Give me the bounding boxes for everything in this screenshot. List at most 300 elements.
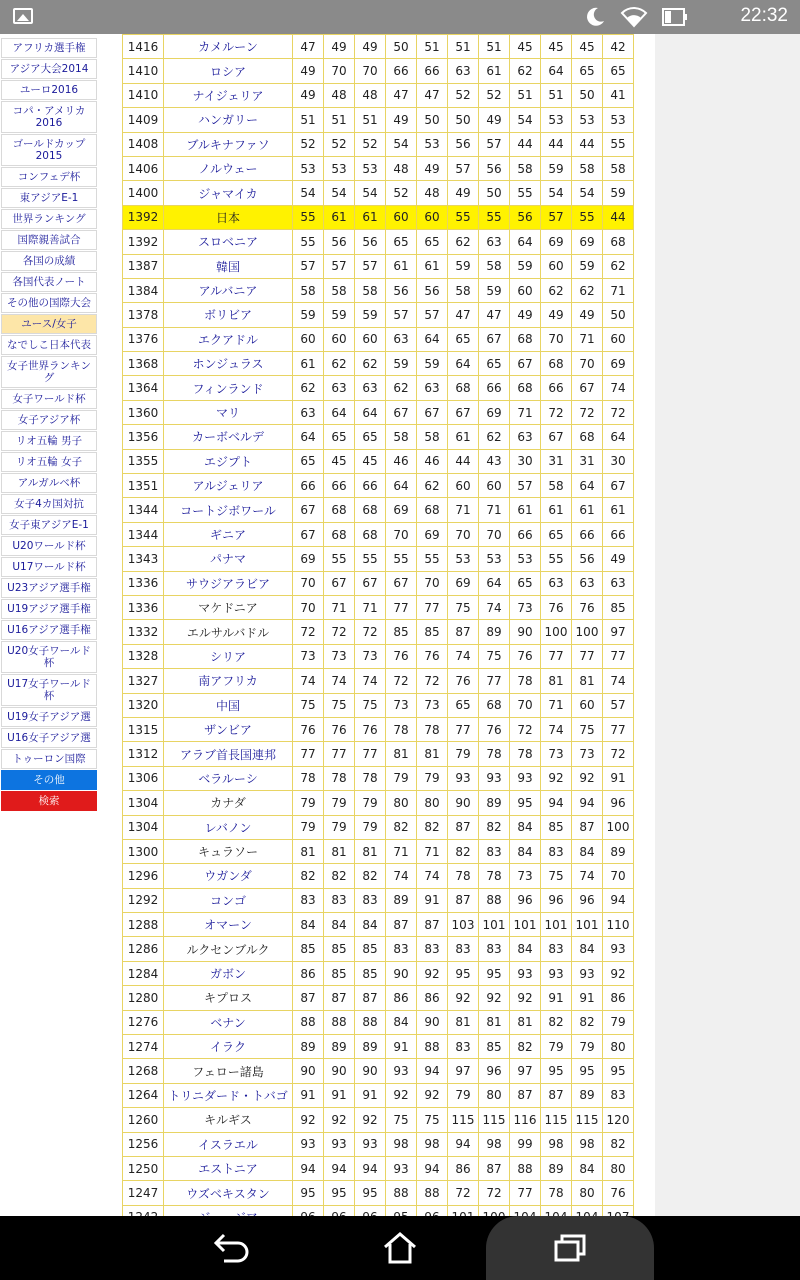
rank-cell: 79 — [324, 815, 355, 839]
sidebar-item[interactable]: ゴールドカップ2015 — [1, 134, 97, 166]
table-row — [123, 352, 634, 376]
rank-cell: 68 — [448, 376, 479, 400]
points-cell: 1355 — [123, 449, 164, 473]
sidebar-item[interactable]: トゥーロン国際 — [1, 749, 97, 769]
sidebar-item[interactable]: 各国の成績 — [1, 251, 97, 271]
country-cell[interactable]: ベラルーシ — [164, 766, 293, 790]
rank-cell: 62 — [448, 230, 479, 254]
table-row — [123, 1010, 634, 1034]
table-row — [123, 1035, 634, 1059]
rank-cell: 59 — [324, 303, 355, 327]
rank-cell: 88 — [355, 1010, 386, 1034]
sidebar-item[interactable]: U23アジア選手権 — [1, 578, 97, 598]
rank-cell: 68 — [510, 376, 541, 400]
rank-cell: 96 — [510, 888, 541, 912]
rank-cell: 62 — [572, 278, 603, 302]
rank-cell: 77 — [448, 717, 479, 741]
rank-cell: 59 — [417, 352, 448, 376]
points-cell: 1351 — [123, 474, 164, 498]
rank-cell: 66 — [355, 474, 386, 498]
page-content[interactable] — [0, 34, 800, 1216]
rank-cell: 57 — [510, 474, 541, 498]
points-cell: 1344 — [123, 498, 164, 522]
country-cell[interactable]: エジプト — [164, 449, 293, 473]
rank-cell: 90 — [324, 1059, 355, 1083]
sidebar-item[interactable]: 女子東アジアE-1 — [1, 515, 97, 535]
sidebar-item[interactable]: 検索 — [1, 791, 97, 811]
points-cell: 1292 — [123, 888, 164, 912]
table-row — [123, 59, 634, 83]
sidebar-item[interactable]: 東アジアE-1 — [1, 188, 97, 208]
country-cell[interactable]: 韓国 — [164, 254, 293, 278]
sidebar-item[interactable]: 女子アジア杯 — [1, 410, 97, 430]
rank-cell: 72 — [417, 669, 448, 693]
rank-cell: 90 — [448, 791, 479, 815]
table-row — [123, 400, 634, 424]
rank-cell: 84 — [572, 1156, 603, 1180]
table-row — [123, 742, 634, 766]
sidebar-item[interactable]: U19女子アジア選 — [1, 707, 97, 727]
rank-cell: 101 — [510, 913, 541, 937]
table-row — [123, 498, 634, 522]
rank-cell: 60 — [386, 205, 417, 229]
rank-cell: 47 — [293, 35, 324, 59]
country-cell[interactable]: ガボン — [164, 961, 293, 985]
rank-cell: 94 — [417, 1059, 448, 1083]
rank-cell: 81 — [386, 742, 417, 766]
rank-cell: 45 — [324, 449, 355, 473]
rank-cell: 120 — [603, 1108, 634, 1132]
rank-cell: 56 — [448, 132, 479, 156]
rank-cell: 61 — [572, 498, 603, 522]
rank-cell: 93 — [541, 961, 572, 985]
points-cell: 1416 — [123, 35, 164, 59]
rank-cell: 74 — [417, 864, 448, 888]
rank-cell: 59 — [541, 156, 572, 180]
rank-cell: 98 — [541, 1132, 572, 1156]
rank-cell: 44 — [448, 449, 479, 473]
rank-cell: 100 — [603, 815, 634, 839]
rank-cell: 71 — [324, 595, 355, 619]
rank-cell: 59 — [510, 254, 541, 278]
rank-cell: 75 — [386, 1108, 417, 1132]
rank-cell: 68 — [324, 498, 355, 522]
rank-cell: 65 — [417, 230, 448, 254]
country-cell[interactable]: ナイジェリア — [164, 83, 293, 107]
rank-cell: 48 — [324, 83, 355, 107]
rank-cell: 79 — [386, 766, 417, 790]
rank-cell: 97 — [448, 1059, 479, 1083]
home-button[interactable] — [355, 1216, 445, 1280]
rank-cell: 83 — [541, 937, 572, 961]
rank-cell: 68 — [510, 327, 541, 351]
rank-cell: 52 — [479, 83, 510, 107]
rank-cell: 47 — [417, 83, 448, 107]
rank-cell: 45 — [572, 35, 603, 59]
rank-cell: 49 — [355, 35, 386, 59]
rank-cell: 44 — [572, 132, 603, 156]
rank-cell: 58 — [355, 278, 386, 302]
rank-cell: 64 — [386, 474, 417, 498]
table-row — [123, 571, 634, 595]
sidebar-item[interactable]: 世界ランキング — [1, 209, 97, 229]
rank-cell: 93 — [603, 937, 634, 961]
sidebar-item[interactable]: その他 — [1, 770, 97, 790]
rank-cell: 45 — [510, 35, 541, 59]
rank-cell: 94 — [541, 791, 572, 815]
rank-cell: 49 — [479, 108, 510, 132]
rank-cell: 71 — [541, 693, 572, 717]
country-cell[interactable]: 南アフリカ — [164, 669, 293, 693]
rank-cell: 97 — [510, 1059, 541, 1083]
country-cell[interactable]: イスラエル — [164, 1132, 293, 1156]
country-cell[interactable]: マリ — [164, 400, 293, 424]
rank-cell: 44 — [603, 205, 634, 229]
rank-cell: 67 — [386, 571, 417, 595]
country-cell[interactable]: スロベニア — [164, 230, 293, 254]
rank-cell: 115 — [448, 1108, 479, 1132]
country-cell[interactable]: ウズベキスタン — [164, 1181, 293, 1205]
rank-cell: 59 — [603, 181, 634, 205]
sidebar-item[interactable]: 女子4カ国対抗 — [1, 494, 97, 514]
rank-cell: 69 — [572, 230, 603, 254]
table-row — [123, 83, 634, 107]
rank-cell: 55 — [293, 230, 324, 254]
rank-cell: 79 — [572, 1035, 603, 1059]
rank-cell: 79 — [448, 742, 479, 766]
rank-cell: 90 — [510, 620, 541, 644]
rank-cell: 93 — [479, 766, 510, 790]
rank-cell: 50 — [479, 181, 510, 205]
table-row — [123, 644, 634, 668]
table-row — [123, 595, 634, 619]
sidebar-item[interactable]: 女子世界ランキング — [1, 356, 97, 388]
table-row — [123, 620, 634, 644]
rank-cell: 83 — [355, 888, 386, 912]
country-cell: カナダ — [164, 791, 293, 815]
rank-cell: 78 — [417, 717, 448, 741]
rank-cell: 83 — [603, 1083, 634, 1107]
rank-cell: 44 — [510, 132, 541, 156]
sidebar-item[interactable]: U20ワールド杯 — [1, 536, 97, 556]
country-cell: マケドニア — [164, 595, 293, 619]
rank-cell: 78 — [541, 1181, 572, 1205]
rank-cell: 68 — [572, 425, 603, 449]
back-button[interactable] — [185, 1216, 275, 1280]
country-cell[interactable]: ハンガリー — [164, 108, 293, 132]
rank-cell: 82 — [386, 815, 417, 839]
rank-cell: 65 — [386, 230, 417, 254]
rank-cell: 53 — [510, 547, 541, 571]
country-cell[interactable]: コートジボワール — [164, 498, 293, 522]
rank-cell: 91 — [355, 1083, 386, 1107]
rank-cell: 66 — [572, 522, 603, 546]
country-cell[interactable]: アルジェリア — [164, 474, 293, 498]
rank-cell: 95 — [541, 1059, 572, 1083]
rank-cell: 58 — [448, 278, 479, 302]
home-icon — [382, 1231, 418, 1265]
page-margin — [655, 34, 800, 1216]
table-row — [123, 1132, 634, 1156]
table-row — [123, 937, 634, 961]
rank-cell: 76 — [479, 717, 510, 741]
sidebar-menu — [0, 38, 98, 812]
rank-cell: 81 — [479, 1010, 510, 1034]
points-cell: 1247 — [123, 1181, 164, 1205]
country-cell[interactable]: レバノン — [164, 815, 293, 839]
rank-cell: 78 — [448, 864, 479, 888]
rank-cell: 59 — [386, 352, 417, 376]
sidebar-item[interactable]: U16女子アジア選 — [1, 728, 97, 748]
ranking-table-container — [122, 34, 655, 1230]
rank-cell: 80 — [603, 1035, 634, 1059]
country-cell[interactable]: シリア — [164, 644, 293, 668]
rank-cell: 64 — [479, 571, 510, 595]
country-cell[interactable]: カメルーン — [164, 35, 293, 59]
rank-cell: 78 — [355, 766, 386, 790]
rank-cell: 70 — [386, 522, 417, 546]
sidebar-item[interactable]: U17ワールド杯 — [1, 557, 97, 577]
sidebar-item[interactable]: U20女子ワールド杯 — [1, 641, 97, 673]
rank-cell: 55 — [386, 547, 417, 571]
rank-cell: 83 — [448, 1035, 479, 1059]
sidebar-item[interactable]: 各国代表ノート — [1, 272, 97, 292]
rank-cell: 47 — [448, 303, 479, 327]
table-row — [123, 791, 634, 815]
table-row — [123, 156, 634, 180]
sidebar-item[interactable]: アルガルベ杯 — [1, 473, 97, 493]
country-cell[interactable]: 日本 — [164, 205, 293, 229]
rank-cell: 82 — [510, 1035, 541, 1059]
rank-cell: 85 — [603, 595, 634, 619]
rank-cell: 79 — [293, 791, 324, 815]
rank-cell: 75 — [293, 693, 324, 717]
rank-cell: 71 — [355, 595, 386, 619]
country-cell[interactable]: コンゴ — [164, 888, 293, 912]
rank-cell: 55 — [355, 547, 386, 571]
table-row — [123, 864, 634, 888]
rank-cell: 77 — [603, 717, 634, 741]
country-cell[interactable]: オマーン — [164, 913, 293, 937]
rank-cell: 75 — [479, 644, 510, 668]
rank-cell: 47 — [386, 83, 417, 107]
rank-cell: 83 — [386, 937, 417, 961]
country-cell[interactable]: ノルウェー — [164, 156, 293, 180]
recent-apps-button[interactable] — [486, 1216, 654, 1280]
rank-cell: 88 — [417, 1035, 448, 1059]
rank-cell: 60 — [324, 327, 355, 351]
rank-cell: 94 — [448, 1132, 479, 1156]
rank-cell: 84 — [510, 815, 541, 839]
rank-cell: 83 — [479, 839, 510, 863]
rank-cell: 86 — [448, 1156, 479, 1180]
points-cell: 1304 — [123, 791, 164, 815]
rank-cell: 89 — [603, 839, 634, 863]
country-cell[interactable]: ジャマイカ — [164, 181, 293, 205]
rank-cell: 64 — [448, 352, 479, 376]
table-row — [123, 815, 634, 839]
rank-cell: 62 — [603, 254, 634, 278]
rank-cell: 64 — [541, 59, 572, 83]
rank-cell: 77 — [386, 595, 417, 619]
country-cell[interactable]: ベナン — [164, 1010, 293, 1034]
rank-cell: 81 — [541, 669, 572, 693]
rank-cell: 66 — [479, 376, 510, 400]
rank-cell: 70 — [324, 59, 355, 83]
rank-cell: 87 — [417, 913, 448, 937]
sidebar-item[interactable]: コンフェデ杯 — [1, 167, 97, 187]
country-cell: エルサルバドル — [164, 620, 293, 644]
points-cell: 1256 — [123, 1132, 164, 1156]
country-cell[interactable]: ホンジュラス — [164, 352, 293, 376]
rank-cell: 49 — [603, 547, 634, 571]
rank-cell: 57 — [293, 254, 324, 278]
country-cell[interactable]: ウガンダ — [164, 864, 293, 888]
rank-cell: 95 — [479, 961, 510, 985]
rank-cell: 68 — [355, 498, 386, 522]
rank-cell: 78 — [324, 766, 355, 790]
rank-cell: 80 — [417, 791, 448, 815]
sidebar-item[interactable]: リオ五輪 女子 — [1, 452, 97, 472]
rank-cell: 66 — [510, 522, 541, 546]
rank-cell: 92 — [603, 961, 634, 985]
sidebar-item[interactable]: U19アジア選手権 — [1, 599, 97, 619]
rank-cell: 49 — [293, 83, 324, 107]
points-cell: 1364 — [123, 376, 164, 400]
rank-cell: 64 — [510, 230, 541, 254]
rank-cell: 94 — [572, 791, 603, 815]
rank-cell: 85 — [355, 961, 386, 985]
rank-cell: 86 — [386, 986, 417, 1010]
rank-cell: 65 — [603, 59, 634, 83]
rank-cell: 96 — [572, 888, 603, 912]
sidebar-item[interactable]: アジア大会2014 — [1, 59, 97, 79]
rank-cell: 84 — [293, 913, 324, 937]
sidebar-item[interactable]: U16アジア選手権 — [1, 620, 97, 640]
country-cell[interactable]: エクアドル — [164, 327, 293, 351]
rank-cell: 58 — [417, 425, 448, 449]
rank-cell: 64 — [355, 400, 386, 424]
sidebar-item[interactable]: ユース/女子 — [1, 314, 97, 334]
rank-cell: 63 — [479, 230, 510, 254]
country-cell[interactable]: ロシア — [164, 59, 293, 83]
rank-cell: 92 — [448, 986, 479, 1010]
rank-cell: 76 — [417, 644, 448, 668]
rank-cell: 88 — [293, 1010, 324, 1034]
rank-cell: 57 — [479, 132, 510, 156]
sidebar-item[interactable]: なでしこ日本代表 — [1, 335, 97, 355]
rank-cell: 57 — [603, 693, 634, 717]
country-cell[interactable]: フィンランド — [164, 376, 293, 400]
sidebar-item[interactable]: U17女子ワールド杯 — [1, 674, 97, 706]
table-row — [123, 693, 634, 717]
rank-cell: 89 — [386, 888, 417, 912]
rank-cell: 61 — [355, 205, 386, 229]
rank-cell: 79 — [417, 766, 448, 790]
sidebar-item[interactable]: ユーロ2016 — [1, 80, 97, 100]
country-cell[interactable]: トリニダード・トバゴ — [164, 1083, 293, 1107]
country-cell[interactable]: 中国 — [164, 693, 293, 717]
sidebar-item[interactable]: 国際親善試合 — [1, 230, 97, 250]
rank-cell: 67 — [448, 400, 479, 424]
rank-cell: 49 — [448, 181, 479, 205]
rank-cell: 72 — [386, 669, 417, 693]
country-cell[interactable]: カーボベルデ — [164, 425, 293, 449]
country-cell[interactable]: サウジアラビア — [164, 571, 293, 595]
country-cell[interactable]: アラブ首長国連邦 — [164, 742, 293, 766]
rank-cell: 93 — [293, 1132, 324, 1156]
rank-cell: 70 — [293, 571, 324, 595]
sidebar-item[interactable]: 女子ワールド杯 — [1, 389, 97, 409]
country-cell[interactable]: ボリビア — [164, 303, 293, 327]
rank-cell: 68 — [603, 230, 634, 254]
rank-cell: 96 — [603, 791, 634, 815]
country-cell[interactable]: アルバニア — [164, 278, 293, 302]
country-cell[interactable]: イラク — [164, 1035, 293, 1059]
rank-cell: 67 — [572, 376, 603, 400]
sidebar-item[interactable]: コパ・アメリカ2016 — [1, 101, 97, 133]
rank-cell: 72 — [510, 717, 541, 741]
rank-cell: 55 — [603, 132, 634, 156]
rank-cell: 50 — [603, 303, 634, 327]
rank-cell: 91 — [417, 888, 448, 912]
rank-cell: 92 — [324, 1108, 355, 1132]
sidebar-item[interactable]: アフリカ選手権 — [1, 38, 97, 58]
rank-cell: 72 — [355, 620, 386, 644]
rank-cell: 31 — [572, 449, 603, 473]
rank-cell: 76 — [355, 717, 386, 741]
rank-cell: 86 — [417, 986, 448, 1010]
rank-cell: 61 — [417, 254, 448, 278]
country-cell[interactable]: エストニア — [164, 1156, 293, 1180]
rank-cell: 80 — [386, 791, 417, 815]
rank-cell: 49 — [293, 59, 324, 83]
rank-cell: 50 — [572, 83, 603, 107]
rank-cell: 67 — [293, 498, 324, 522]
rank-cell: 78 — [510, 742, 541, 766]
rank-cell: 61 — [293, 352, 324, 376]
rank-cell: 61 — [324, 205, 355, 229]
rank-cell: 65 — [479, 352, 510, 376]
rank-cell: 91 — [324, 1083, 355, 1107]
rank-cell: 98 — [386, 1132, 417, 1156]
rank-cell: 75 — [324, 693, 355, 717]
rank-cell: 64 — [293, 425, 324, 449]
points-cell: 1410 — [123, 59, 164, 83]
rank-cell: 80 — [572, 1181, 603, 1205]
country-cell[interactable]: ザンビア — [164, 717, 293, 741]
rank-cell: 78 — [386, 717, 417, 741]
sidebar-item[interactable]: リオ五輪 男子 — [1, 431, 97, 451]
sidebar-item[interactable]: その他の国際大会 — [1, 293, 97, 313]
rank-cell: 74 — [355, 669, 386, 693]
country-cell[interactable]: パナマ — [164, 547, 293, 571]
country-cell[interactable]: ギニア — [164, 522, 293, 546]
rank-cell: 50 — [417, 108, 448, 132]
rank-cell: 62 — [324, 352, 355, 376]
rank-cell: 69 — [448, 571, 479, 595]
rank-cell: 55 — [293, 205, 324, 229]
table-row — [123, 278, 634, 302]
rank-cell: 43 — [479, 449, 510, 473]
points-cell: 1368 — [123, 352, 164, 376]
table-row — [123, 230, 634, 254]
points-cell: 1356 — [123, 425, 164, 449]
rank-cell: 89 — [572, 1083, 603, 1107]
rank-cell: 51 — [417, 35, 448, 59]
rank-cell: 68 — [355, 522, 386, 546]
country-cell[interactable]: ブルキナファソ — [164, 132, 293, 156]
